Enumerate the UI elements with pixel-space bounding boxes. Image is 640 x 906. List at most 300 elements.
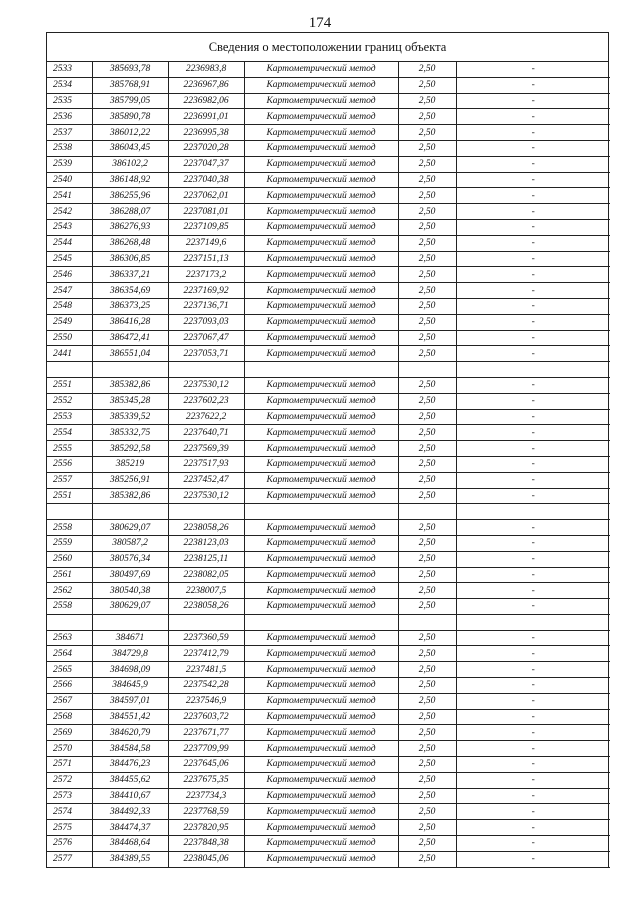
note-cell: - bbox=[456, 219, 610, 235]
method-cell: Картометрический метод bbox=[244, 441, 398, 457]
note-cell: - bbox=[456, 172, 610, 188]
coord-x-cell: 384671 bbox=[92, 630, 168, 646]
point-number-cell: 2441 bbox=[47, 346, 92, 362]
coord-x-cell: 386102,2 bbox=[92, 156, 168, 172]
separator-cell bbox=[168, 362, 244, 378]
coord-x-cell: 386373,25 bbox=[92, 298, 168, 314]
note-cell: - bbox=[456, 140, 610, 156]
point-number-cell: 2541 bbox=[47, 188, 92, 204]
page-number: 174 bbox=[308, 15, 332, 31]
table-row bbox=[47, 456, 610, 472]
method-cell: Картометрический метод bbox=[244, 851, 398, 867]
separator-cell bbox=[456, 362, 610, 378]
coord-y-cell: 2237173,2 bbox=[168, 267, 244, 283]
coord-y-cell: 2237820,95 bbox=[168, 820, 244, 836]
coord-y-cell: 2237848,38 bbox=[168, 836, 244, 852]
note-cell: - bbox=[456, 535, 610, 551]
accuracy-cell: 2,50 bbox=[398, 156, 456, 172]
accuracy-cell: 2,50 bbox=[398, 646, 456, 662]
separator-cell bbox=[92, 362, 168, 378]
accuracy-cell: 2,50 bbox=[398, 678, 456, 694]
coord-x-cell: 384597,01 bbox=[92, 693, 168, 709]
group-separator bbox=[47, 614, 610, 630]
accuracy-cell: 2,50 bbox=[398, 330, 456, 346]
table-row bbox=[47, 62, 610, 77]
table-row bbox=[47, 267, 610, 283]
coord-x-cell: 384729,8 bbox=[92, 646, 168, 662]
accuracy-cell: 2,50 bbox=[398, 204, 456, 220]
coord-y-cell: 2237603,72 bbox=[168, 709, 244, 725]
accuracy-cell: 2,50 bbox=[398, 314, 456, 330]
table-row bbox=[47, 678, 610, 694]
accuracy-cell: 2,50 bbox=[398, 693, 456, 709]
point-number-cell: 2576 bbox=[47, 836, 92, 852]
note-cell: - bbox=[456, 77, 610, 93]
coord-x-cell: 384551,42 bbox=[92, 709, 168, 725]
table-row bbox=[47, 520, 610, 536]
point-number-cell: 2558 bbox=[47, 599, 92, 615]
separator-cell bbox=[244, 362, 398, 378]
accuracy-cell: 2,50 bbox=[398, 804, 456, 820]
note-cell: - bbox=[456, 520, 610, 536]
method-cell: Картометрический метод bbox=[244, 425, 398, 441]
separator-cell bbox=[244, 504, 398, 520]
method-cell: Картометрический метод bbox=[244, 535, 398, 551]
method-cell: Картометрический метод bbox=[244, 788, 398, 804]
boundary-sheet bbox=[46, 32, 609, 868]
table-row bbox=[47, 109, 610, 125]
table-row bbox=[47, 219, 610, 235]
coord-y-cell: 2236983,8 bbox=[168, 62, 244, 77]
coord-y-cell: 2237109,85 bbox=[168, 219, 244, 235]
coord-y-cell: 2237151,13 bbox=[168, 251, 244, 267]
coord-y-cell: 2236982,06 bbox=[168, 93, 244, 109]
method-cell: Картометрический метод bbox=[244, 140, 398, 156]
accuracy-cell: 2,50 bbox=[398, 741, 456, 757]
method-cell: Картометрический метод bbox=[244, 393, 398, 409]
coord-x-cell: 384645,9 bbox=[92, 678, 168, 694]
note-cell: - bbox=[456, 820, 610, 836]
accuracy-cell: 2,50 bbox=[398, 472, 456, 488]
note-cell: - bbox=[456, 757, 610, 773]
note-cell: - bbox=[456, 678, 610, 694]
point-number-cell: 2558 bbox=[47, 520, 92, 536]
coord-y-cell: 2237169,92 bbox=[168, 283, 244, 299]
separator-cell bbox=[168, 504, 244, 520]
accuracy-cell: 2,50 bbox=[398, 836, 456, 852]
note-cell: - bbox=[456, 804, 610, 820]
accuracy-cell: 2,50 bbox=[398, 772, 456, 788]
table-row bbox=[47, 836, 610, 852]
point-number-cell: 2547 bbox=[47, 283, 92, 299]
coord-x-cell: 386012,22 bbox=[92, 125, 168, 141]
method-cell: Картометрический метод bbox=[244, 725, 398, 741]
table-row bbox=[47, 298, 610, 314]
coord-x-cell: 386148,92 bbox=[92, 172, 168, 188]
separator-cell bbox=[92, 614, 168, 630]
accuracy-cell: 2,50 bbox=[398, 567, 456, 583]
note-cell: - bbox=[456, 583, 610, 599]
coord-y-cell: 2238045,06 bbox=[168, 851, 244, 867]
method-cell: Картометрический метод bbox=[244, 330, 398, 346]
coord-x-cell: 380629,07 bbox=[92, 599, 168, 615]
point-number-cell: 2543 bbox=[47, 219, 92, 235]
coord-x-cell: 380497,69 bbox=[92, 567, 168, 583]
note-cell: - bbox=[456, 441, 610, 457]
coord-y-cell: 2237542,28 bbox=[168, 678, 244, 694]
table-row bbox=[47, 567, 610, 583]
point-number-cell: 2553 bbox=[47, 409, 92, 425]
coord-x-cell: 385890,78 bbox=[92, 109, 168, 125]
table-row bbox=[47, 551, 610, 567]
accuracy-cell: 2,50 bbox=[398, 125, 456, 141]
method-cell: Картометрический метод bbox=[244, 235, 398, 251]
table-row bbox=[47, 377, 610, 393]
coord-x-cell: 385256,91 bbox=[92, 472, 168, 488]
coord-x-cell: 384620,79 bbox=[92, 725, 168, 741]
method-cell: Картометрический метод bbox=[244, 409, 398, 425]
coord-x-cell: 385768,91 bbox=[92, 77, 168, 93]
method-cell: Картометрический метод bbox=[244, 298, 398, 314]
accuracy-cell: 2,50 bbox=[398, 757, 456, 773]
table-row bbox=[47, 77, 610, 93]
coord-x-cell: 380540,38 bbox=[92, 583, 168, 599]
coord-y-cell: 2236991,01 bbox=[168, 109, 244, 125]
table-row bbox=[47, 425, 610, 441]
method-cell: Картометрический метод bbox=[244, 599, 398, 615]
note-cell: - bbox=[456, 298, 610, 314]
coord-y-cell: 2237067,47 bbox=[168, 330, 244, 346]
table-row bbox=[47, 393, 610, 409]
point-number-cell: 2551 bbox=[47, 377, 92, 393]
coord-x-cell: 386268,48 bbox=[92, 235, 168, 251]
coord-y-cell: 2237136,71 bbox=[168, 298, 244, 314]
table-row bbox=[47, 314, 610, 330]
coord-x-cell: 384474,37 bbox=[92, 820, 168, 836]
coordinates-table bbox=[47, 62, 610, 868]
coord-x-cell: 386551,04 bbox=[92, 346, 168, 362]
point-number-cell: 2563 bbox=[47, 630, 92, 646]
coord-y-cell: 2238058,26 bbox=[168, 520, 244, 536]
note-cell: - bbox=[456, 456, 610, 472]
table-row bbox=[47, 283, 610, 299]
coord-y-cell: 2237517,93 bbox=[168, 456, 244, 472]
table-row bbox=[47, 583, 610, 599]
accuracy-cell: 2,50 bbox=[398, 346, 456, 362]
point-number-cell: 2554 bbox=[47, 425, 92, 441]
separator-cell bbox=[398, 504, 456, 520]
accuracy-cell: 2,50 bbox=[398, 283, 456, 299]
point-number-cell: 2561 bbox=[47, 567, 92, 583]
method-cell: Картометрический метод bbox=[244, 77, 398, 93]
table-row bbox=[47, 725, 610, 741]
point-number-cell: 2574 bbox=[47, 804, 92, 820]
table-row bbox=[47, 441, 610, 457]
point-number-cell: 2552 bbox=[47, 393, 92, 409]
coord-x-cell: 386354,69 bbox=[92, 283, 168, 299]
note-cell: - bbox=[456, 409, 610, 425]
point-number-cell: 2533 bbox=[47, 62, 92, 77]
coord-x-cell: 384455,62 bbox=[92, 772, 168, 788]
coord-y-cell: 2237093,03 bbox=[168, 314, 244, 330]
method-cell: Картометрический метод bbox=[244, 709, 398, 725]
note-cell: - bbox=[456, 567, 610, 583]
accuracy-cell: 2,50 bbox=[398, 267, 456, 283]
separator-cell bbox=[456, 504, 610, 520]
coord-x-cell: 380587,2 bbox=[92, 535, 168, 551]
point-number-cell: 2566 bbox=[47, 678, 92, 694]
accuracy-cell: 2,50 bbox=[398, 377, 456, 393]
table-row bbox=[47, 156, 610, 172]
accuracy-cell: 2,50 bbox=[398, 188, 456, 204]
coord-y-cell: 2236995,38 bbox=[168, 125, 244, 141]
accuracy-cell: 2,50 bbox=[398, 535, 456, 551]
point-number-cell: 2548 bbox=[47, 298, 92, 314]
point-number-cell: 2572 bbox=[47, 772, 92, 788]
point-number-cell: 2534 bbox=[47, 77, 92, 93]
method-cell: Картометрический метод bbox=[244, 520, 398, 536]
table-row bbox=[47, 646, 610, 662]
method-cell: Картометрический метод bbox=[244, 172, 398, 188]
note-cell: - bbox=[456, 599, 610, 615]
coord-x-cell: 385219 bbox=[92, 456, 168, 472]
coord-y-cell: 2237020,28 bbox=[168, 140, 244, 156]
coord-x-cell: 385332,75 bbox=[92, 425, 168, 441]
note-cell: - bbox=[456, 788, 610, 804]
note-cell: - bbox=[456, 235, 610, 251]
separator-cell bbox=[47, 504, 92, 520]
method-cell: Картометрический метод bbox=[244, 377, 398, 393]
method-cell: Картометрический метод bbox=[244, 820, 398, 836]
coord-x-cell: 385292,58 bbox=[92, 441, 168, 457]
table-row bbox=[47, 251, 610, 267]
method-cell: Картометрический метод bbox=[244, 488, 398, 504]
point-number-cell: 2540 bbox=[47, 172, 92, 188]
coord-y-cell: 2237412,79 bbox=[168, 646, 244, 662]
coord-x-cell: 380576,34 bbox=[92, 551, 168, 567]
table-row bbox=[47, 851, 610, 867]
separator-cell bbox=[456, 614, 610, 630]
method-cell: Картометрический метод bbox=[244, 456, 398, 472]
coord-x-cell: 385382,86 bbox=[92, 377, 168, 393]
table-row bbox=[47, 204, 610, 220]
coord-y-cell: 2237675,35 bbox=[168, 772, 244, 788]
accuracy-cell: 2,50 bbox=[398, 251, 456, 267]
accuracy-cell: 2,50 bbox=[398, 788, 456, 804]
separator-cell bbox=[47, 362, 92, 378]
note-cell: - bbox=[456, 693, 610, 709]
coord-x-cell: 384698,09 bbox=[92, 662, 168, 678]
group-separator bbox=[47, 504, 610, 520]
table-row bbox=[47, 235, 610, 251]
coord-y-cell: 2237768,59 bbox=[168, 804, 244, 820]
accuracy-cell: 2,50 bbox=[398, 488, 456, 504]
method-cell: Картометрический метод bbox=[244, 109, 398, 125]
table-row bbox=[47, 788, 610, 804]
coord-y-cell: 2237360,59 bbox=[168, 630, 244, 646]
coord-y-cell: 2237671,77 bbox=[168, 725, 244, 741]
point-number-cell: 2550 bbox=[47, 330, 92, 346]
method-cell: Картометрический метод bbox=[244, 804, 398, 820]
table-row bbox=[47, 93, 610, 109]
separator-cell bbox=[398, 614, 456, 630]
accuracy-cell: 2,50 bbox=[398, 662, 456, 678]
point-number-cell: 2536 bbox=[47, 109, 92, 125]
accuracy-cell: 2,50 bbox=[398, 709, 456, 725]
coord-x-cell: 385693,78 bbox=[92, 62, 168, 77]
point-number-cell: 2575 bbox=[47, 820, 92, 836]
point-number-cell: 2577 bbox=[47, 851, 92, 867]
note-cell: - bbox=[456, 377, 610, 393]
point-number-cell: 2571 bbox=[47, 757, 92, 773]
note-cell: - bbox=[456, 330, 610, 346]
note-cell: - bbox=[456, 62, 610, 77]
section-title: Сведения о местоположении границ объекта bbox=[47, 33, 608, 62]
coord-y-cell: 2238058,26 bbox=[168, 599, 244, 615]
note-cell: - bbox=[456, 836, 610, 852]
coord-x-cell: 386337,21 bbox=[92, 267, 168, 283]
accuracy-cell: 2,50 bbox=[398, 393, 456, 409]
method-cell: Картометрический метод bbox=[244, 283, 398, 299]
point-number-cell: 2556 bbox=[47, 456, 92, 472]
coord-y-cell: 2238125,11 bbox=[168, 551, 244, 567]
coord-y-cell: 2237530,12 bbox=[168, 377, 244, 393]
coord-y-cell: 2236967,86 bbox=[168, 77, 244, 93]
method-cell: Картометрический метод bbox=[244, 204, 398, 220]
coord-x-cell: 386043,45 bbox=[92, 140, 168, 156]
method-cell: Картометрический метод bbox=[244, 583, 398, 599]
accuracy-cell: 2,50 bbox=[398, 235, 456, 251]
table-row bbox=[47, 772, 610, 788]
point-number-cell: 2542 bbox=[47, 204, 92, 220]
point-number-cell: 2573 bbox=[47, 788, 92, 804]
accuracy-cell: 2,50 bbox=[398, 77, 456, 93]
coord-x-cell: 386276,93 bbox=[92, 219, 168, 235]
separator-cell bbox=[244, 614, 398, 630]
note-cell: - bbox=[456, 488, 610, 504]
coord-x-cell: 380629,07 bbox=[92, 520, 168, 536]
accuracy-cell: 2,50 bbox=[398, 140, 456, 156]
table-row bbox=[47, 535, 610, 551]
coord-x-cell: 385382,86 bbox=[92, 488, 168, 504]
note-cell: - bbox=[456, 125, 610, 141]
table-row bbox=[47, 804, 610, 820]
note-cell: - bbox=[456, 772, 610, 788]
method-cell: Картометрический метод bbox=[244, 62, 398, 77]
table-row bbox=[47, 472, 610, 488]
method-cell: Картометрический метод bbox=[244, 646, 398, 662]
table-row bbox=[47, 346, 610, 362]
accuracy-cell: 2,50 bbox=[398, 93, 456, 109]
point-number-cell: 2569 bbox=[47, 725, 92, 741]
method-cell: Картометрический метод bbox=[244, 314, 398, 330]
point-number-cell: 2545 bbox=[47, 251, 92, 267]
coord-y-cell: 2237047,37 bbox=[168, 156, 244, 172]
point-number-cell: 2565 bbox=[47, 662, 92, 678]
method-cell: Картометрический метод bbox=[244, 678, 398, 694]
table-row bbox=[47, 599, 610, 615]
method-cell: Картометрический метод bbox=[244, 551, 398, 567]
separator-cell bbox=[398, 362, 456, 378]
note-cell: - bbox=[456, 725, 610, 741]
table-row bbox=[47, 330, 610, 346]
method-cell: Картометрический метод bbox=[244, 662, 398, 678]
accuracy-cell: 2,50 bbox=[398, 851, 456, 867]
coord-x-cell: 384410,67 bbox=[92, 788, 168, 804]
coord-x-cell: 385345,28 bbox=[92, 393, 168, 409]
method-cell: Картометрический метод bbox=[244, 267, 398, 283]
note-cell: - bbox=[456, 93, 610, 109]
note-cell: - bbox=[456, 283, 610, 299]
method-cell: Картометрический метод bbox=[244, 125, 398, 141]
coord-x-cell: 386288,07 bbox=[92, 204, 168, 220]
accuracy-cell: 2,50 bbox=[398, 219, 456, 235]
table-row bbox=[47, 741, 610, 757]
coord-y-cell: 2237546,9 bbox=[168, 693, 244, 709]
note-cell: - bbox=[456, 204, 610, 220]
coord-x-cell: 384492,33 bbox=[92, 804, 168, 820]
coord-x-cell: 386306,85 bbox=[92, 251, 168, 267]
method-cell: Картометрический метод bbox=[244, 219, 398, 235]
separator-cell bbox=[168, 614, 244, 630]
note-cell: - bbox=[456, 472, 610, 488]
accuracy-cell: 2,50 bbox=[398, 172, 456, 188]
method-cell: Картометрический метод bbox=[244, 346, 398, 362]
accuracy-cell: 2,50 bbox=[398, 583, 456, 599]
note-cell: - bbox=[456, 646, 610, 662]
point-number-cell: 2549 bbox=[47, 314, 92, 330]
point-number-cell: 2546 bbox=[47, 267, 92, 283]
note-cell: - bbox=[456, 346, 610, 362]
accuracy-cell: 2,50 bbox=[398, 630, 456, 646]
method-cell: Картометрический метод bbox=[244, 156, 398, 172]
accuracy-cell: 2,50 bbox=[398, 520, 456, 536]
note-cell: - bbox=[456, 156, 610, 172]
coord-y-cell: 2238123,03 bbox=[168, 535, 244, 551]
coord-y-cell: 2237062,01 bbox=[168, 188, 244, 204]
coordinates-body bbox=[47, 62, 610, 867]
coord-y-cell: 2237734,3 bbox=[168, 788, 244, 804]
note-cell: - bbox=[456, 662, 610, 678]
table-row bbox=[47, 757, 610, 773]
accuracy-cell: 2,50 bbox=[398, 725, 456, 741]
point-number-cell: 2557 bbox=[47, 472, 92, 488]
table-row bbox=[47, 172, 610, 188]
point-number-cell: 2560 bbox=[47, 551, 92, 567]
method-cell: Картометрический метод bbox=[244, 93, 398, 109]
coord-x-cell: 384476,23 bbox=[92, 757, 168, 773]
point-number-cell: 2551 bbox=[47, 488, 92, 504]
coord-y-cell: 2237081,01 bbox=[168, 204, 244, 220]
coord-x-cell: 386416,28 bbox=[92, 314, 168, 330]
note-cell: - bbox=[456, 741, 610, 757]
table-row bbox=[47, 693, 610, 709]
note-cell: - bbox=[456, 551, 610, 567]
accuracy-cell: 2,50 bbox=[398, 820, 456, 836]
method-cell: Картометрический метод bbox=[244, 836, 398, 852]
coord-y-cell: 2237569,39 bbox=[168, 441, 244, 457]
accuracy-cell: 2,50 bbox=[398, 298, 456, 314]
accuracy-cell: 2,50 bbox=[398, 599, 456, 615]
coord-y-cell: 2238082,05 bbox=[168, 567, 244, 583]
note-cell: - bbox=[456, 630, 610, 646]
table-row bbox=[47, 820, 610, 836]
coord-y-cell: 2237149,6 bbox=[168, 235, 244, 251]
method-cell: Картометрический метод bbox=[244, 472, 398, 488]
accuracy-cell: 2,50 bbox=[398, 441, 456, 457]
table-row bbox=[47, 409, 610, 425]
method-cell: Картометрический метод bbox=[244, 188, 398, 204]
